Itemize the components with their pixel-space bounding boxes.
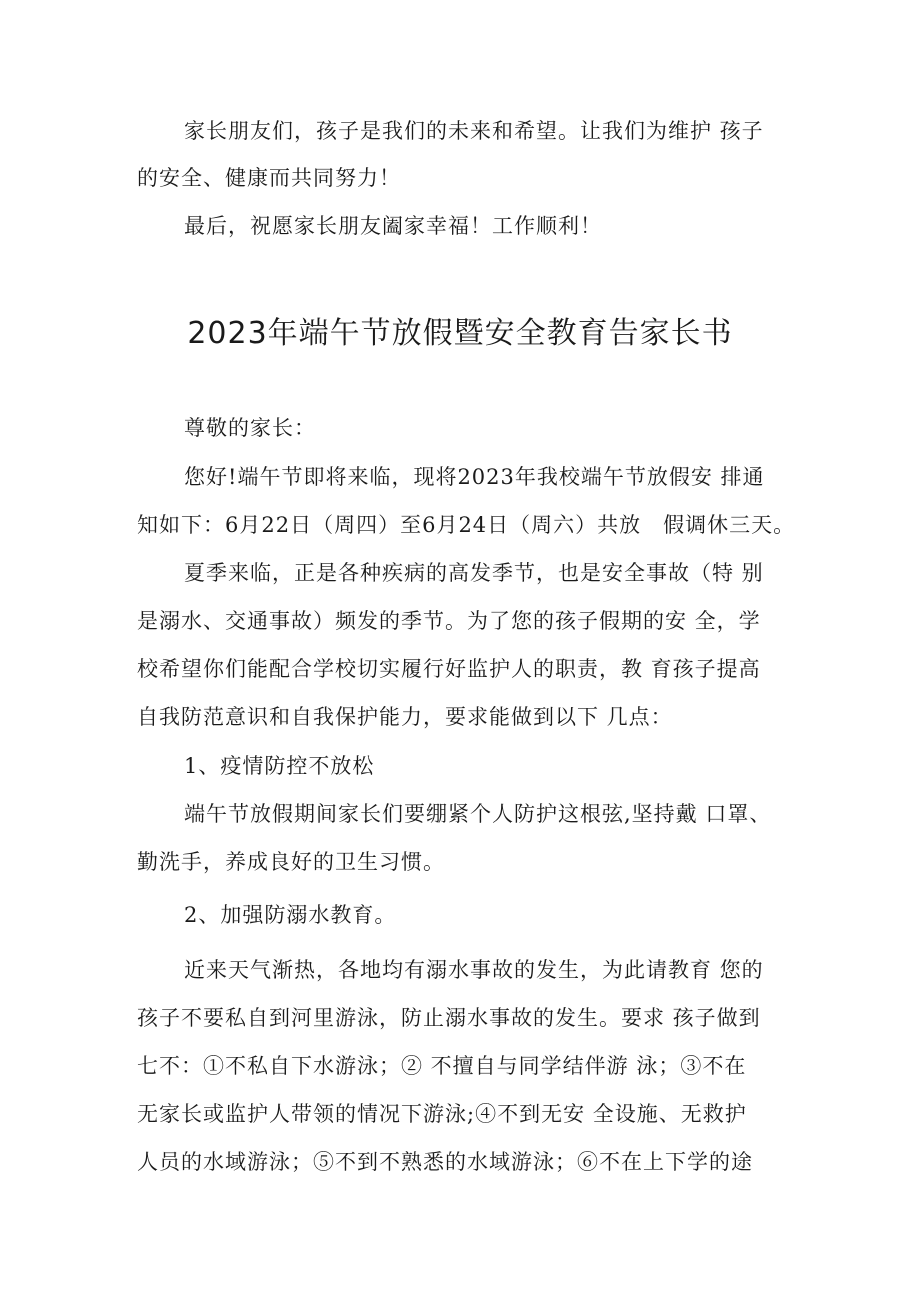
salutation: 尊敬的家长： [184,416,316,440]
section-heading-1: 1、疫情防控不放松 [184,754,375,778]
paragraph-line: 孩子不要私自到河里游泳，防止溺水事故的发生。要求 孩子做到 [137,1006,761,1030]
paragraph-line: 校希望你们能配合学校切实履行好监护人的职责，教 育孩子提高 [137,657,761,681]
section-heading-2: 2、加强防溺水教育。 [184,903,397,927]
paragraph-line: 是溺水、交通事故）频发的季节。为了您的孩子假期的安 全，学 [137,609,761,633]
paragraph-line: 无家长或监护人带领的情况下游泳;④不到无安 全设施、无救护 [137,1102,747,1126]
paragraph-line: 的安全、健康而共同努力！ [137,166,401,190]
paragraph-line: 七不：①不私自下水游泳；② 不擅自与同学结伴游 泳；③不在 [137,1054,747,1078]
paragraph-line: 勤洗手，养成良好的卫生习惯。 [137,850,445,874]
paragraph-line: 近来天气渐热，各地均有溺水事故的发生，为此请教育 您的 [184,958,764,982]
document-title: 2023年端午节放假暨安全教育告家长书 [187,316,733,351]
paragraph-line: 知如下：6月22日（周四）至6月24日（周六）共放 假调休三天。 [137,513,796,537]
paragraph-line: 自我防范意识和自我保护能力，要求能做到以下 几点： [137,705,673,729]
paragraph-line: 端午节放假期间家长们要绷紧个人防护这根弦,坚持戴 口罩、 [184,802,772,826]
paragraph-line: 您好!端午节即将来临，现将2023年我校端午节放假安 排通 [184,465,765,489]
paragraph-line: 夏季来临，正是各种疾病的高发季节，也是安全事故（特 别 [184,561,764,585]
paragraph-line: 人员的水域游泳；⑤不到不熟悉的水域游泳；⑥不在上下学的途 [137,1150,753,1174]
closing-wish: 最后，祝愿家长朋友阖家幸福！工作顺利！ [184,214,602,238]
paragraph-line: 家长朋友们，孩子是我们的未来和希望。让我们为维护 孩子 [184,119,764,143]
